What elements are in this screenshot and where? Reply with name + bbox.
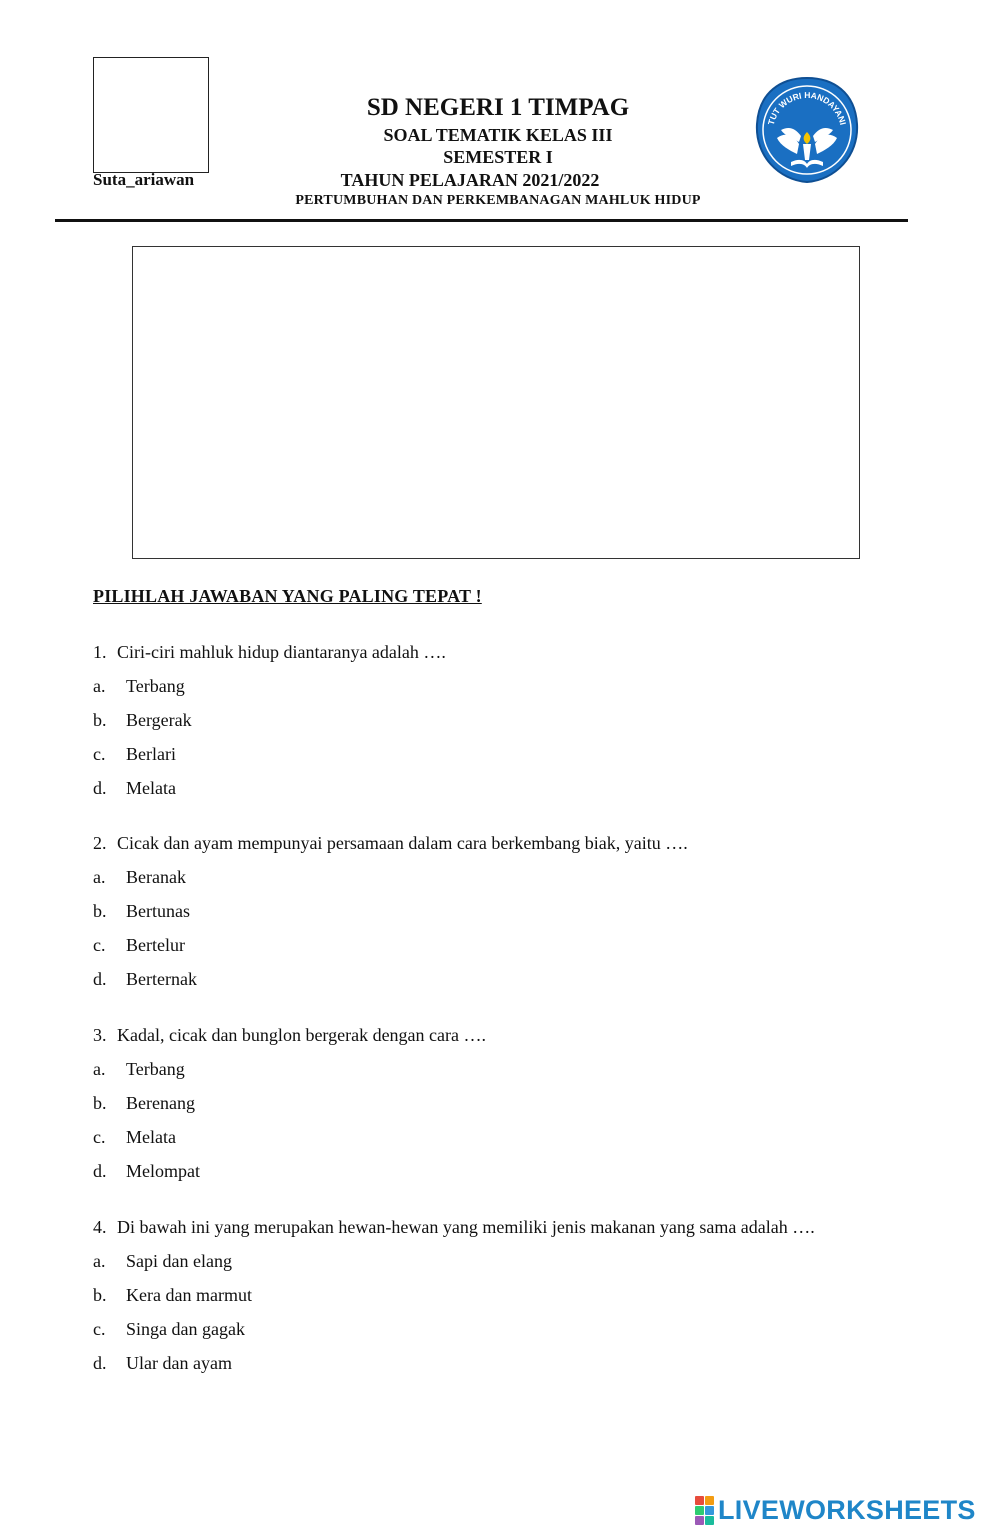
option-text: Melompat [126,1161,200,1181]
option-letter: b. [93,901,107,921]
question-stem [93,1025,953,1059]
option-text: Terbang [126,1059,185,1079]
answer-option-b[interactable] [93,1285,953,1319]
question-stem [93,642,953,676]
option-text: Beranak [126,867,186,887]
question-text: Di bawah ini yang merupakan hewan-hewan yang memiliki jenis makanan yang sama adalah …. [117,1217,815,1237]
option-letter: a. [93,1059,106,1079]
answer-option-b[interactable] [93,901,953,935]
answer-option-c[interactable] [93,1127,953,1161]
question-stem [93,833,953,867]
exam-subject: SOAL TEMATIK KELAS III [383,125,613,145]
question-stem [93,1217,953,1251]
author-name: Suta_ariawan [93,170,195,189]
option-text: Singa dan gagak [126,1319,245,1339]
answer-option-d[interactable] [93,969,953,1003]
option-letter: d. [93,1161,107,1181]
option-text: Bergerak [126,710,192,730]
liveworksheets-brand[interactable] [695,1494,976,1526]
option-letter: d. [93,1353,107,1373]
option-letter: c. [93,1127,106,1147]
exam-topic: PERTUMBUHAN DAN PERKEMBANAGAN MAHLUK HIDUP [295,193,701,208]
exam-semester: SEMESTER I [443,147,553,167]
academic-year: TAHUN PELAJARAN 2021/2022 [340,170,600,190]
option-letter: a. [93,676,106,696]
option-letter: c. [93,935,106,955]
option-text: Sapi dan elang [126,1251,232,1271]
answer-option-c[interactable] [93,744,953,778]
illustration-frame [132,246,860,559]
option-text: Berlari [126,744,176,764]
brand-name: LIVEWORKSHEETS [718,1494,976,1525]
option-text: Melata [126,1127,176,1147]
question-2 [93,833,953,1003]
option-text: Berternak [126,969,197,989]
question-number: 4. [93,1217,107,1237]
option-text: Ular dan ayam [126,1353,232,1373]
school-name: SD NEGERI 1 TIMPAG [366,94,630,121]
answer-option-b[interactable] [93,710,953,744]
option-letter: b. [93,710,107,730]
option-letter: d. [93,969,107,989]
question-text: Cicak dan ayam mempunyai persamaan dalam cara berkembang biak, yaitu …. [117,833,688,853]
option-text: Bertelur [126,935,185,955]
option-text: Berenang [126,1093,195,1113]
answer-option-c[interactable] [93,935,953,969]
question-text: Kadal, cicak dan bunglon bergerak dengan cara …. [117,1025,487,1045]
answer-option-d[interactable] [93,778,953,812]
option-text: Melata [126,778,176,798]
option-letter: a. [93,1251,106,1271]
answer-option-a[interactable] [93,1251,953,1285]
question-number: 3. [93,1025,107,1045]
brand-logo-icon [695,1496,714,1525]
option-text: Terbang [126,676,185,696]
answer-option-d[interactable] [93,1353,953,1387]
answer-option-c[interactable] [93,1319,953,1353]
answer-option-a[interactable] [93,867,953,901]
option-text: Bertunas [126,901,190,921]
option-letter: a. [93,867,106,887]
question-number: 2. [93,833,107,853]
answer-option-a[interactable] [93,1059,953,1093]
option-letter: d. [93,778,107,798]
option-text: Kera dan marmut [126,1285,252,1305]
option-letter: c. [93,744,106,764]
option-letter: b. [93,1093,107,1113]
tut-wuri-handayani-logo [751,74,863,186]
answer-option-a[interactable] [93,676,953,710]
instruction-heading: PILIHLAH JAWABAN YANG PALING TEPAT ! [93,586,482,606]
option-letter: b. [93,1285,107,1305]
question-1 [93,642,953,812]
option-letter: c. [93,1319,106,1339]
question-text: Ciri-ciri mahluk hidup diantaranya adalah …. [117,642,446,662]
answer-option-b[interactable] [93,1093,953,1127]
logo-motto-text: TUT WURI HANDAYANI [765,89,849,126]
question-3 [93,1025,953,1195]
question-4 [93,1217,953,1387]
answer-option-d[interactable] [93,1161,953,1195]
question-number: 1. [93,642,107,662]
header-divider [55,219,908,222]
